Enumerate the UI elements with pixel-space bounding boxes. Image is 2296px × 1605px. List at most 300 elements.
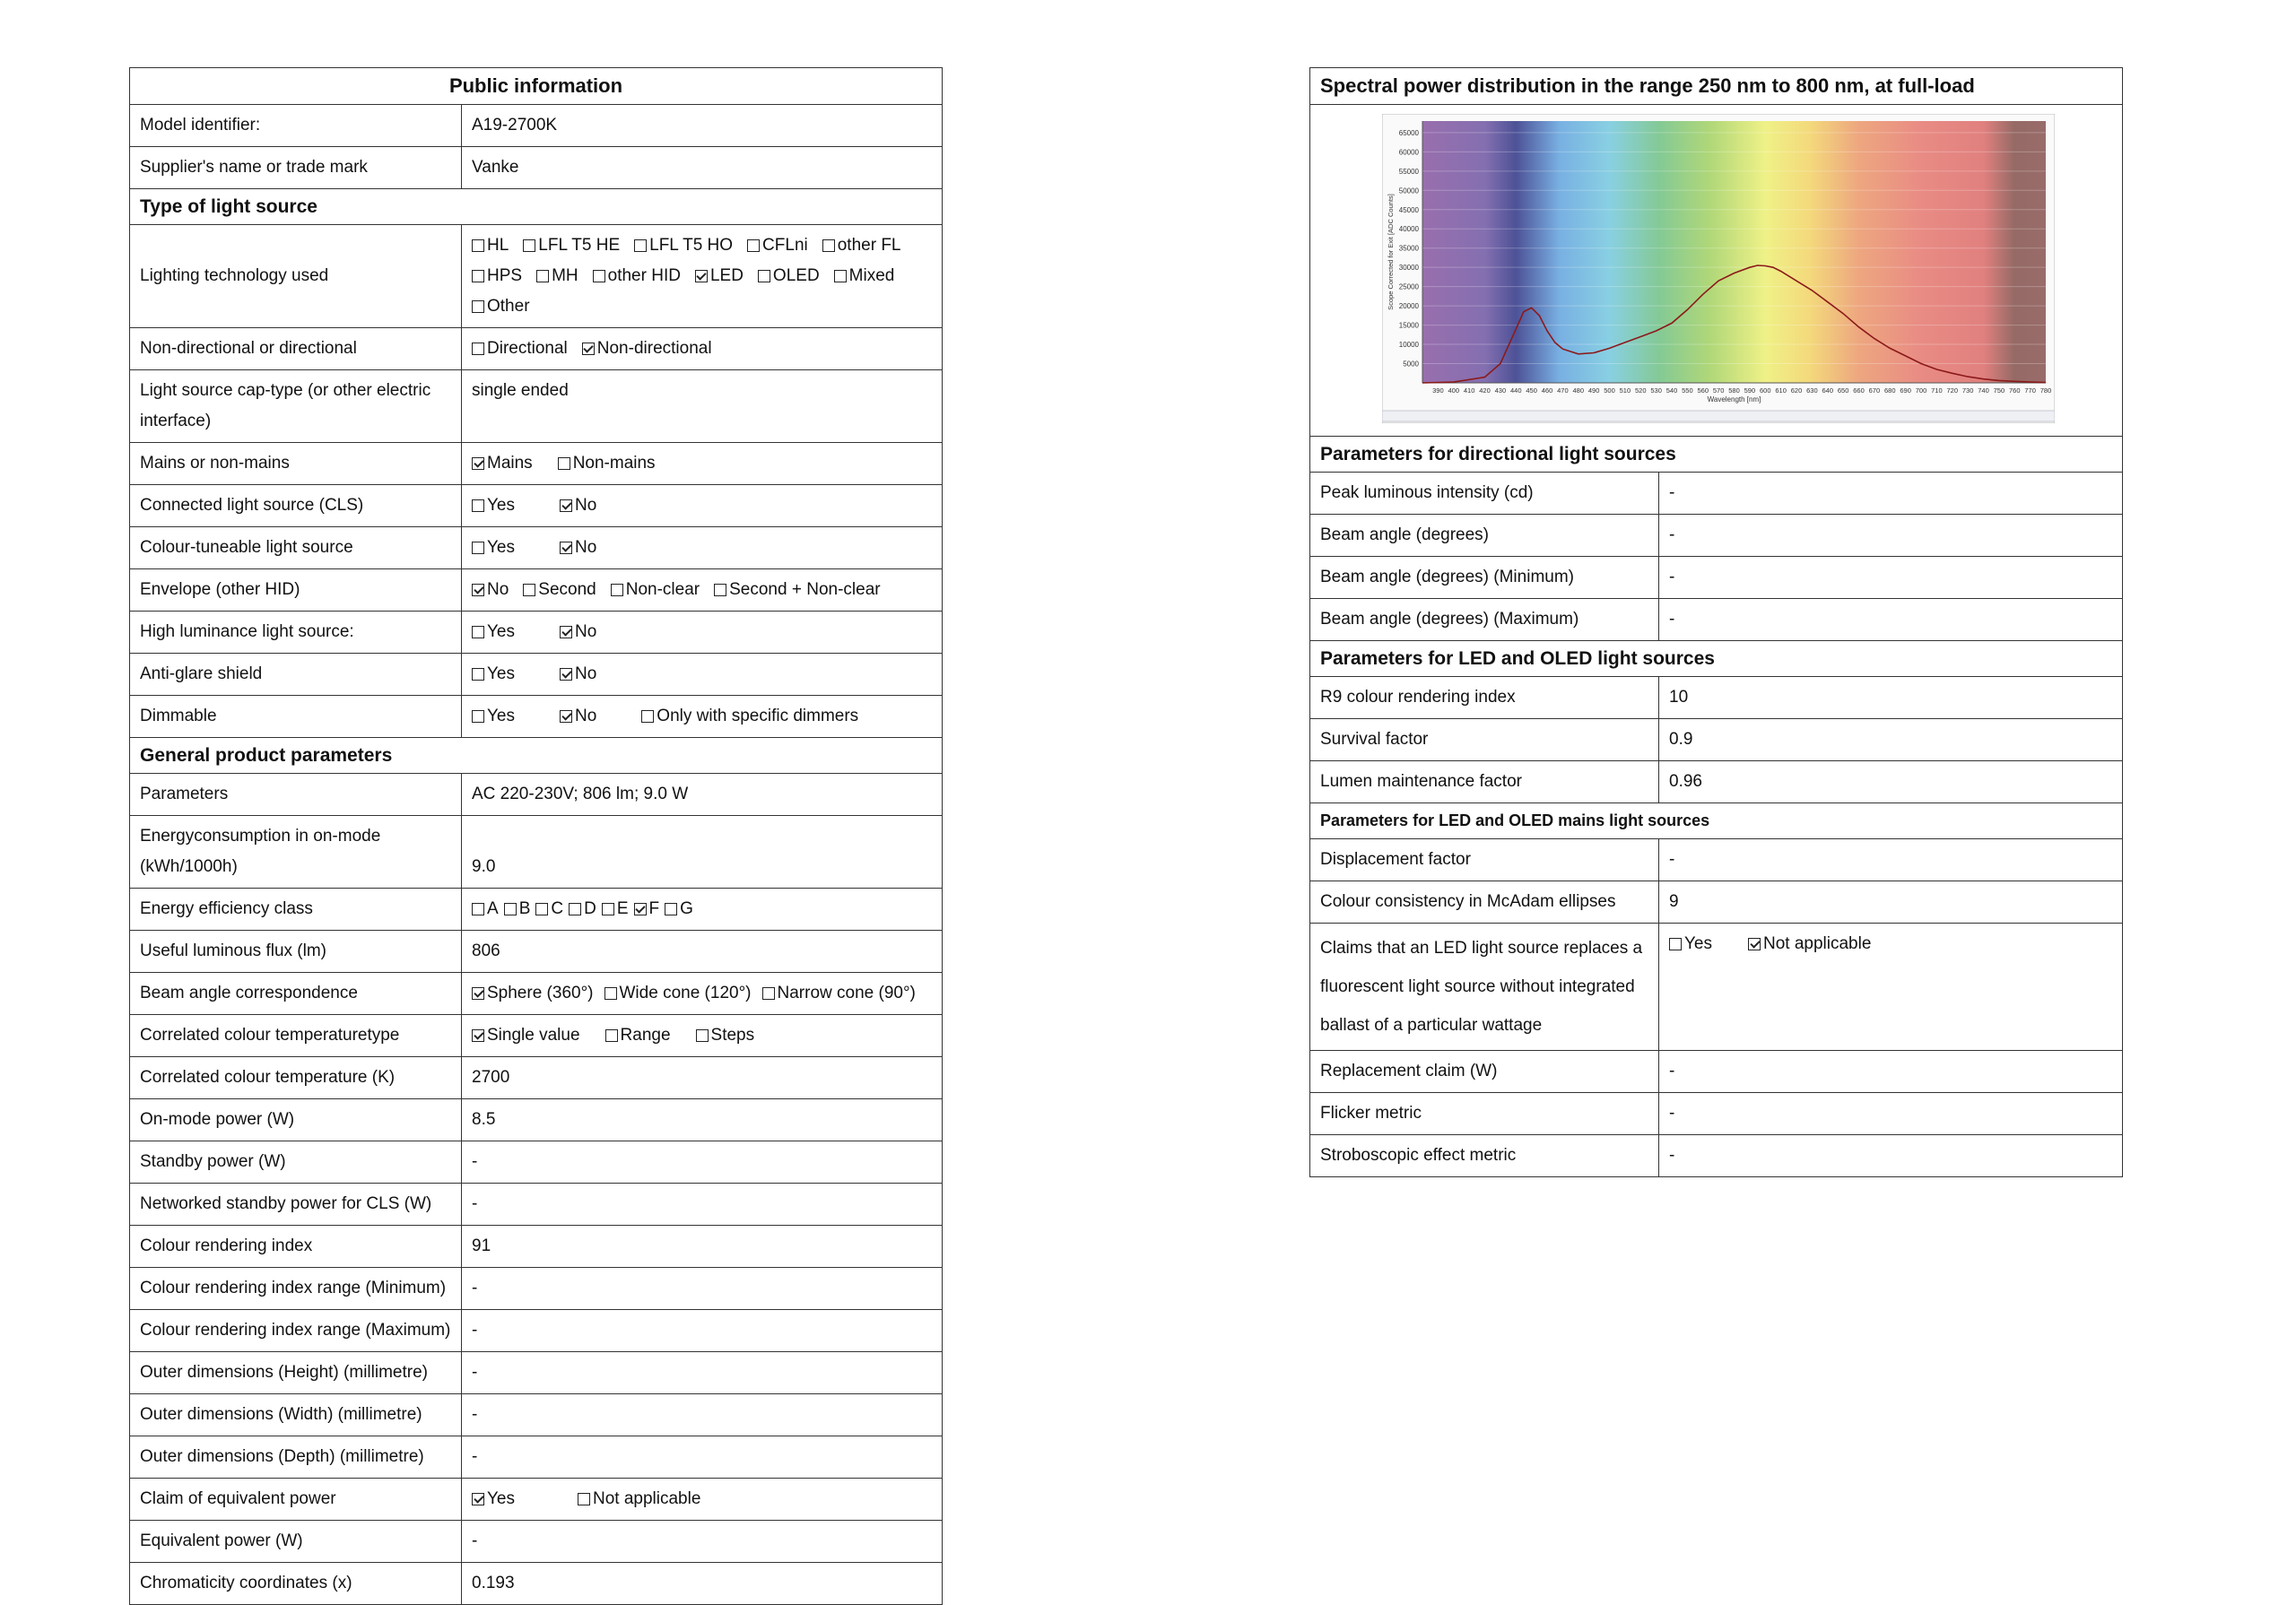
row-value: - (472, 1405, 478, 1424)
checkbox-option[interactable] (582, 334, 712, 364)
checkbox-option[interactable] (1748, 929, 1871, 959)
checked-box-icon[interactable] (472, 1029, 484, 1042)
row-label: Beam angle (degrees) (Minimum) (1310, 557, 1659, 598)
checkbox-label: Other (487, 297, 530, 316)
row-value: 0.96 (1669, 772, 1702, 791)
table-row (130, 972, 942, 1014)
x-tick-label: 570 (1712, 386, 1725, 395)
x-tick-label: 400 (1448, 386, 1460, 395)
checkbox-label: Non-clear (625, 580, 700, 599)
row-label: Model identifier: (130, 105, 462, 146)
checkbox-option[interactable] (472, 575, 509, 605)
row-value: - (1669, 610, 1675, 629)
checkbox-label: Non-directional (596, 339, 712, 358)
row-label: Stroboscopic effect metric (1310, 1135, 1659, 1176)
table-row (130, 1562, 942, 1604)
x-tick-label: 670 (1868, 386, 1881, 395)
table-row (130, 611, 942, 653)
row-value: - (1669, 483, 1675, 502)
checkbox-label: CFLni (762, 236, 808, 255)
checked-box-icon[interactable] (560, 668, 572, 681)
checked-box-icon[interactable] (472, 987, 484, 1000)
x-tick-label: 530 (1650, 386, 1662, 395)
unchecked-box-icon[interactable] (762, 987, 775, 1000)
checkbox-option[interactable] (472, 659, 515, 690)
row-label: Useful luminous flux (lm) (130, 931, 462, 972)
x-tick-label: 460 (1541, 386, 1553, 395)
checkbox-label: Yes (487, 707, 515, 725)
table-title: Public information (448, 74, 623, 97)
checkbox-label: Steps (710, 1026, 755, 1045)
row-label: Outer dimensions (Depth) (millimetre) (130, 1436, 462, 1478)
checkbox-option[interactable] (472, 978, 594, 1009)
row-label: R9 colour rendering index (1310, 677, 1659, 718)
checkbox-option[interactable] (560, 533, 596, 563)
checkbox-label: other HID (607, 266, 681, 285)
section-heading: Parameters for LED and OLED mains light sources (1310, 802, 2122, 838)
checkbox-option[interactable] (695, 261, 744, 291)
row-value: single ended (472, 381, 569, 400)
checked-box-icon[interactable] (560, 626, 572, 638)
table-row (130, 146, 942, 188)
y-tick-label: 10000 (1398, 341, 1419, 350)
row-label: Colour rendering index range (Minimum) (130, 1268, 462, 1309)
checkbox-option[interactable] (593, 261, 681, 291)
row-label: Colour consistency in McAdam ellipses (1310, 881, 1659, 923)
table-row (1310, 1050, 2122, 1092)
row-label: Non-directional or directional (130, 328, 462, 369)
table-row (1310, 598, 2122, 640)
checkbox-option[interactable] (560, 701, 596, 732)
checkbox-group (462, 328, 942, 369)
row-label: Envelope (other HID) (130, 569, 462, 611)
checkbox-label: No (575, 622, 597, 641)
x-tick-label: 580 (1728, 386, 1740, 395)
row-label: Mains or non-mains (130, 443, 462, 484)
row-label: Claim of equivalent power (130, 1479, 462, 1520)
checkbox-label: Wide cone (120°) (619, 984, 752, 1002)
checkbox-label: Mixed (848, 266, 895, 285)
checkbox-option[interactable] (535, 894, 563, 924)
table-row (130, 568, 942, 611)
row-value: 9.0 (472, 857, 496, 876)
unchecked-box-icon[interactable] (472, 343, 484, 355)
row-value: - (1669, 525, 1675, 544)
unchecked-box-icon[interactable] (472, 626, 484, 638)
x-tick-label: 720 (1946, 386, 1959, 395)
row-label: Lighting technology used (130, 225, 462, 327)
checkbox-option[interactable] (472, 701, 515, 732)
unchecked-box-icon[interactable] (747, 239, 760, 252)
checkbox-label: other FL (837, 236, 901, 255)
row-label: On-mode power (W) (130, 1099, 462, 1141)
checkbox-option[interactable] (604, 978, 752, 1009)
checkbox-option[interactable] (560, 490, 596, 521)
unchecked-box-icon[interactable] (602, 903, 614, 915)
checkbox-option[interactable] (472, 894, 499, 924)
checkbox-group (462, 1479, 942, 1520)
checkbox-label: Only with specific dimmers (657, 707, 859, 725)
x-tick-label: 470 (1557, 386, 1569, 395)
row-label: Standby power (W) (130, 1141, 462, 1183)
row-label: Energyconsumption in on-mode (kWh/1000h) (130, 816, 462, 888)
table-row (130, 888, 942, 930)
y-axis-label: Scope Corrected for Exit [ADC Counts] (1387, 194, 1395, 310)
unchecked-box-icon[interactable] (634, 239, 647, 252)
checkbox-label: Yes (487, 496, 515, 515)
table-row (130, 224, 942, 327)
table-row (130, 442, 942, 484)
checkbox-label: HPS (487, 266, 523, 285)
unchecked-box-icon[interactable] (558, 457, 570, 470)
row-value: - (1669, 1146, 1675, 1165)
unchecked-box-icon[interactable] (472, 542, 484, 554)
checkbox-group (462, 527, 942, 568)
checkbox-group (462, 443, 942, 484)
unchecked-box-icon[interactable] (569, 903, 581, 915)
checkbox-label: Not applicable (593, 1489, 701, 1508)
x-tick-label: 590 (1744, 386, 1756, 395)
checkbox-option[interactable] (523, 575, 596, 605)
table-row (130, 773, 942, 815)
x-tick-label: 510 (1619, 386, 1631, 395)
row-value: - (1669, 1104, 1675, 1123)
checkbox-option[interactable] (472, 1020, 580, 1051)
unchecked-box-icon[interactable] (665, 903, 677, 915)
spectrum-chart (1382, 114, 2055, 423)
table-row (130, 327, 942, 369)
row-label: Flicker metric (1310, 1093, 1659, 1134)
x-tick-label: 610 (1775, 386, 1787, 395)
y-tick-label: 45000 (1398, 205, 1419, 214)
checkbox-group (462, 973, 942, 1014)
unchecked-box-icon[interactable] (714, 584, 726, 596)
table-row (1310, 556, 2122, 598)
checked-box-icon[interactable] (582, 343, 595, 355)
row-value: Vanke (472, 158, 519, 177)
checkbox-group (462, 485, 942, 526)
row-value: - (472, 1321, 478, 1340)
checkbox-label: A (487, 899, 499, 918)
table-row (1310, 718, 2122, 760)
checkbox-label: No (487, 580, 509, 599)
checkbox-option[interactable] (558, 448, 656, 479)
x-tick-label: 600 (1759, 386, 1771, 395)
x-tick-label: 620 (1790, 386, 1803, 395)
checkbox-option[interactable] (472, 533, 515, 563)
row-value: 806 (472, 941, 500, 960)
row-value: - (1669, 568, 1675, 586)
x-tick-label: 410 (1463, 386, 1475, 395)
checkbox-option[interactable] (472, 490, 515, 521)
table-row (130, 930, 942, 972)
table-row (130, 1014, 942, 1056)
checkbox-option[interactable] (758, 261, 820, 291)
checkbox-option[interactable] (569, 894, 596, 924)
row-label: Networked standby power for CLS (W) (130, 1184, 462, 1225)
x-tick-label: 650 (1837, 386, 1849, 395)
checkbox-label: G (680, 899, 693, 918)
y-tick-label: 25000 (1398, 282, 1419, 291)
checkbox-option[interactable] (665, 894, 693, 924)
checkbox-group (462, 612, 942, 653)
x-tick-label: 710 (1931, 386, 1943, 395)
checked-box-icon[interactable] (560, 499, 572, 512)
x-tick-label: 500 (1604, 386, 1615, 395)
table-row (130, 653, 942, 695)
checkbox-label: No (575, 664, 597, 683)
checkbox-label: Directional (487, 339, 568, 358)
row-value: A19-2700K (472, 116, 558, 134)
table-row (1310, 472, 2122, 514)
unchecked-box-icon[interactable] (472, 270, 484, 282)
unchecked-box-icon[interactable] (472, 300, 484, 313)
row-label: Correlated colour temperature (K) (130, 1057, 462, 1098)
public-information-table (129, 67, 943, 1605)
checkbox-option[interactable] (605, 1020, 671, 1051)
row-label: Outer dimensions (Width) (millimetre) (130, 1394, 462, 1436)
checkbox-label: No (575, 538, 597, 557)
checkbox-label: Mains (487, 454, 533, 473)
row-value: 91 (472, 1236, 491, 1255)
table-row (130, 1267, 942, 1309)
table-row (1310, 881, 2122, 923)
table-row (1310, 514, 2122, 556)
checkbox-option[interactable] (1669, 929, 1712, 959)
checkbox-label: Second (538, 580, 596, 599)
row-label: Replacement claim (W) (1310, 1051, 1659, 1092)
row-label: Energy efficiency class (130, 889, 462, 930)
checkbox-label: Narrow cone (90°) (777, 984, 916, 1002)
checked-box-icon[interactable] (472, 1493, 484, 1505)
row-value: 9 (1669, 892, 1679, 911)
section-heading: General product parameters (130, 737, 942, 773)
x-tick-label: 430 (1494, 386, 1507, 395)
table-row (130, 1141, 942, 1183)
checkbox-label: E (616, 899, 629, 918)
table-row (1310, 760, 2122, 802)
checkbox-label: D (584, 899, 596, 918)
checkbox-label: Range (620, 1026, 671, 1045)
x-tick-label: 630 (1806, 386, 1818, 395)
checkbox-option[interactable] (634, 894, 660, 924)
row-value: 2700 (472, 1068, 510, 1087)
table-row (130, 484, 942, 526)
checkbox-label: No (575, 496, 597, 515)
x-tick-label: 420 (1479, 386, 1491, 395)
row-value: AC 220-230V; 806 lm; 9.0 W (472, 785, 689, 803)
row-label: Equivalent power (W) (130, 1521, 462, 1562)
x-tick-label: 640 (1822, 386, 1834, 395)
spectrum-background (1422, 121, 2046, 383)
row-label: High luminance light source: (130, 612, 462, 653)
y-tick-label: 15000 (1398, 321, 1419, 330)
checkbox-group (462, 1015, 942, 1056)
table-row (130, 1478, 942, 1520)
checkbox-label: LED (709, 266, 744, 285)
unchecked-box-icon[interactable] (611, 584, 623, 596)
x-tick-label: 700 (1915, 386, 1927, 395)
checkbox-option[interactable] (696, 1020, 755, 1051)
checked-box-icon[interactable] (472, 457, 484, 470)
checkbox-option[interactable] (834, 261, 895, 291)
checked-box-icon[interactable] (560, 542, 572, 554)
checkbox-option[interactable] (472, 334, 568, 364)
x-tick-label: 680 (1883, 386, 1896, 395)
checked-box-icon[interactable] (1748, 938, 1761, 950)
x-tick-label: 780 (2039, 386, 2052, 395)
table-row (1310, 923, 2122, 1050)
checked-box-icon[interactable] (634, 903, 647, 915)
x-tick-label: 440 (1509, 386, 1522, 395)
checkbox-option[interactable] (472, 291, 530, 322)
checkbox-group (462, 654, 942, 695)
checked-box-icon[interactable] (560, 710, 572, 723)
table-row (130, 1309, 942, 1351)
row-label: Supplier's name or trade mark (130, 147, 462, 188)
unchecked-box-icon[interactable] (593, 270, 605, 282)
table-row (130, 1393, 942, 1436)
checkbox-option[interactable] (641, 701, 858, 732)
checkbox-option[interactable] (472, 448, 533, 479)
checkbox-option[interactable] (472, 1484, 515, 1514)
checkbox-label: Sphere (360°) (487, 984, 594, 1002)
x-tick-label: 760 (2008, 386, 2021, 395)
row-label: Parameters (130, 774, 462, 815)
checked-box-icon[interactable] (472, 584, 484, 596)
checkbox-label: Yes (487, 538, 515, 557)
checkbox-label: LFL T5 HO (649, 236, 734, 255)
y-tick-label: 55000 (1398, 167, 1419, 176)
table-row (1310, 1092, 2122, 1134)
row-label: Beam angle correspondence (130, 973, 462, 1014)
y-tick-label: 35000 (1398, 244, 1419, 253)
checkbox-label: B (518, 899, 531, 918)
row-value: - (472, 1194, 478, 1213)
unchecked-box-icon[interactable] (604, 987, 617, 1000)
checkbox-option[interactable] (560, 617, 596, 647)
checked-box-icon[interactable] (695, 270, 708, 282)
x-axis-label: Wavelength [nm] (1707, 395, 1761, 403)
checkbox-label: HL (487, 236, 509, 255)
checkbox-option[interactable] (822, 230, 901, 261)
checkbox-label: Yes (487, 622, 515, 641)
unchecked-box-icon[interactable] (523, 584, 535, 596)
unchecked-box-icon[interactable] (536, 270, 549, 282)
checkbox-option[interactable] (472, 230, 509, 261)
checkbox-group (462, 889, 942, 930)
chart-scrollbar (1382, 411, 2055, 421)
section-heading: Parameters for LED and OLED light sources (1310, 640, 2122, 676)
row-label: Light source cap-type (or other electric interface) (130, 370, 462, 442)
table-row (1310, 1134, 2122, 1176)
row-value: - (1669, 850, 1675, 869)
row-label: Beam angle (degrees) (1310, 515, 1659, 556)
unchecked-box-icon[interactable] (472, 710, 484, 723)
unchecked-box-icon[interactable] (641, 710, 654, 723)
checkbox-option[interactable] (611, 575, 700, 605)
unchecked-box-icon[interactable] (472, 499, 484, 512)
checkbox-option[interactable] (560, 659, 596, 690)
unchecked-box-icon[interactable] (578, 1493, 590, 1505)
table-row (1310, 838, 2122, 881)
unchecked-box-icon[interactable] (523, 239, 535, 252)
checkbox-option[interactable] (747, 230, 808, 261)
table-row (130, 1098, 942, 1141)
unchecked-box-icon[interactable] (822, 239, 835, 252)
checkbox-option[interactable] (602, 894, 629, 924)
checkbox-label: Non-mains (572, 454, 656, 473)
checkbox-option[interactable] (762, 978, 916, 1009)
checkbox-option[interactable] (714, 575, 880, 605)
checkbox-option[interactable] (472, 261, 522, 291)
unchecked-box-icon[interactable] (1669, 938, 1682, 950)
row-label: Chromaticity coordinates (x) (130, 1563, 462, 1604)
row-label: Colour rendering index range (Maximum) (130, 1310, 462, 1351)
row-label: Beam angle (degrees) (Maximum) (1310, 599, 1659, 640)
spectrum-chart-row (1310, 104, 2122, 436)
unchecked-box-icon[interactable] (758, 270, 770, 282)
row-label: Connected light source (CLS) (130, 485, 462, 526)
checkbox-option[interactable] (578, 1484, 700, 1514)
checkbox-label: MH (552, 266, 578, 285)
table-row (130, 526, 942, 568)
checkbox-option[interactable] (472, 617, 515, 647)
checkbox-option[interactable] (504, 894, 531, 924)
y-tick-label: 60000 (1398, 148, 1419, 157)
y-tick-label: 30000 (1398, 264, 1419, 273)
spectrum-title: Spectral power distribution in the range 250 nm to 800 nm, at full-load (1320, 74, 1975, 97)
unchecked-box-icon[interactable] (834, 270, 847, 282)
y-tick-label: 50000 (1398, 187, 1419, 195)
unchecked-box-icon[interactable] (472, 239, 484, 252)
row-label: Displacement factor (1310, 839, 1659, 881)
checkbox-option[interactable] (523, 230, 620, 261)
unchecked-box-icon[interactable] (696, 1029, 709, 1042)
y-tick-label: 5000 (1403, 360, 1419, 369)
unchecked-box-icon[interactable] (472, 903, 484, 915)
x-tick-label: 490 (1587, 386, 1600, 395)
x-tick-label: 740 (1978, 386, 1989, 395)
row-value: - (472, 1279, 478, 1297)
x-tick-label: 750 (1993, 386, 2005, 395)
checkbox-group (1669, 929, 2112, 959)
row-label: Outer dimensions (Height) (millimetre) (130, 1352, 462, 1393)
checkbox-option[interactable] (634, 230, 733, 261)
x-tick-label: 390 (1432, 386, 1444, 395)
checkbox-group (462, 696, 942, 737)
row-label: Anti-glare shield (130, 654, 462, 695)
unchecked-box-icon[interactable] (605, 1029, 618, 1042)
x-tick-label: 450 (1526, 386, 1537, 395)
checkbox-option[interactable] (536, 261, 578, 291)
checkbox-label: F (648, 899, 660, 918)
x-tick-label: 480 (1572, 386, 1585, 395)
row-label: Dimmable (130, 696, 462, 737)
unchecked-box-icon[interactable] (535, 903, 548, 915)
x-tick-label: 560 (1697, 386, 1709, 395)
table-row (130, 104, 942, 146)
unchecked-box-icon[interactable] (472, 668, 484, 681)
checkbox-label: Second + Non-clear (729, 580, 881, 599)
y-tick-label: 40000 (1398, 225, 1419, 234)
row-value: - (472, 1447, 478, 1466)
row-value: - (472, 1531, 478, 1550)
x-tick-label: 520 (1634, 386, 1647, 395)
row-value: - (472, 1363, 478, 1382)
y-tick-label: 20000 (1398, 302, 1419, 311)
unchecked-box-icon[interactable] (504, 903, 517, 915)
